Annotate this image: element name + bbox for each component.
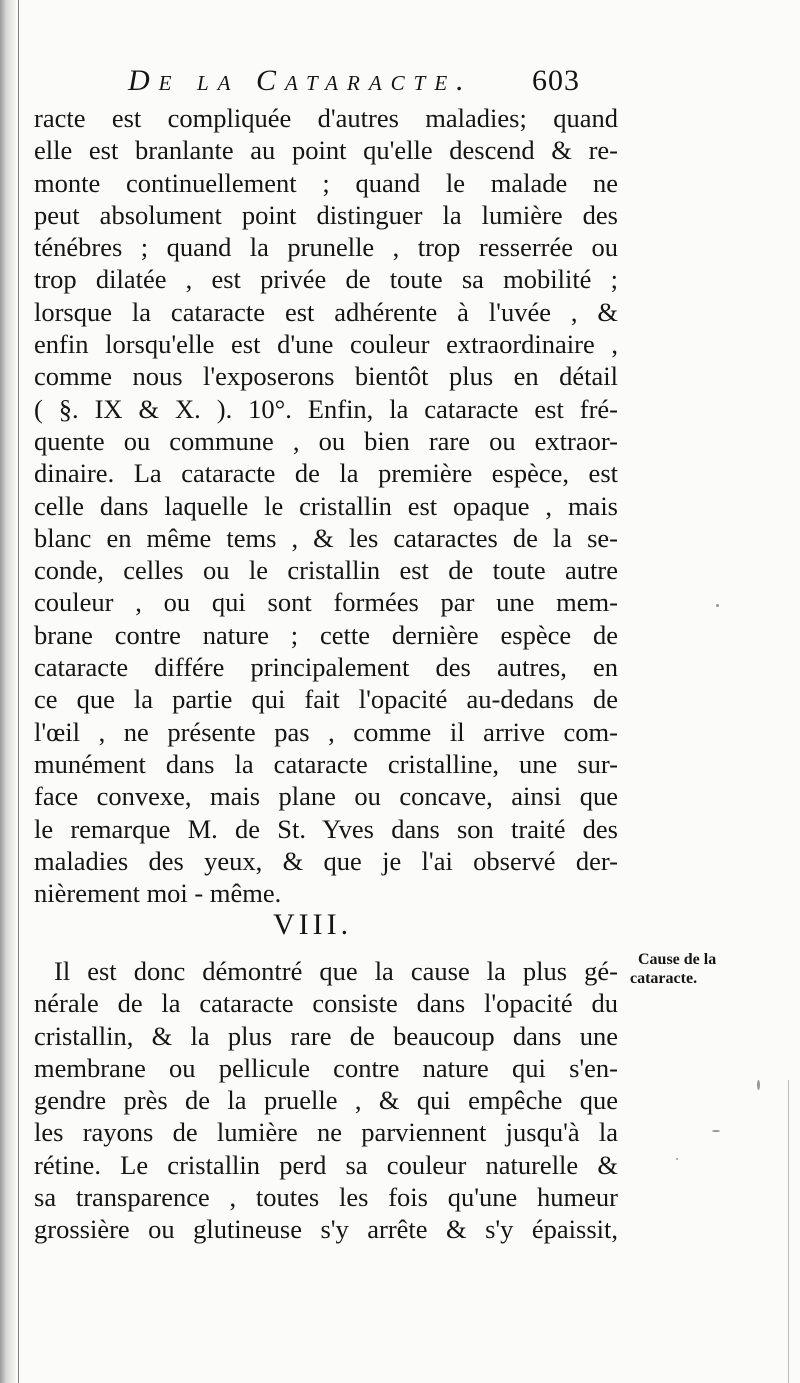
- text-line: rétine. Le cristallin perd sa couleur naturelle &: [34, 1149, 618, 1180]
- text-line: munément dans la cataracte cristalline, une sur-: [34, 748, 618, 779]
- text-line: Il est donc démontré que la cause la plus gé-: [54, 956, 618, 986]
- text-line: gendre près de la pruelle , & qui empêche que: [34, 1085, 618, 1116]
- text-line: conde, celles ou le cristallin est de toute autre: [34, 555, 618, 586]
- text-line: ténébres ; quand la prunelle , trop resserrée ou: [34, 232, 618, 263]
- text-line: membrane ou pellicule contre nature qui s'en-: [34, 1052, 618, 1083]
- text-line: brane contre nature ; cette dernière espèce de: [34, 619, 618, 650]
- text-line: l'œil , ne présente pas , comme il arrive com-: [34, 716, 618, 747]
- page-edge-line: [18, 0, 19, 1383]
- text-line: dinaire. La cataracte de la première espèce, est: [34, 458, 618, 489]
- text-line: monte continuellement ; quand le malade ne: [34, 167, 618, 198]
- page-header: [0, 60, 800, 100]
- page-number: 603: [532, 64, 580, 97]
- ink-speck: [757, 1080, 760, 1090]
- text-line: ( §. IX & X. ). 10°. Enfin, la cataracte est fré-: [34, 393, 618, 424]
- text-line: cataracte différe principalement des autres, en: [34, 652, 618, 683]
- text-line: nièrement moi - même.: [34, 878, 282, 909]
- text-line: sa transparence , toutes les fois qu'une humeur: [34, 1182, 618, 1213]
- ink-speck: [676, 1158, 678, 1160]
- text-line: celle dans laquelle le cristallin est opaque , mais: [34, 490, 618, 521]
- page-gutter-shadow: [0, 0, 16, 1383]
- text-line: comme nous l'exposerons bientôt plus en détail: [34, 361, 618, 392]
- margin-note-line: cataracte.: [630, 970, 698, 987]
- ink-speck: [712, 1130, 720, 1132]
- section-heading: VIII.: [273, 908, 353, 941]
- text-line: elle est branlante au point qu'elle descend & re-: [34, 135, 618, 166]
- paragraph-1: [34, 102, 618, 909]
- text-line: cristallin, & la plus rare de beaucoup dans une: [34, 1020, 618, 1051]
- paragraph-2: [34, 955, 618, 1246]
- text-line: maladies des yeux, & que je l'ai observé der-: [34, 845, 618, 876]
- margin-note-line: Cause de la: [638, 951, 717, 968]
- text-line: trop dilatée , est privée de toute sa mobilité ;: [34, 264, 618, 295]
- text-line: peut absolument point distinguer la lumière des: [34, 199, 618, 230]
- text-line: lorsque la cataracte est adhérente à l'uvée , &: [34, 296, 618, 327]
- margin-note: [630, 950, 760, 988]
- text-line: enfin lorsqu'elle est d'une couleur extraordinaire ,: [34, 329, 618, 360]
- ink-speck: [716, 604, 719, 607]
- text-line: couleur , ou qui sont formées par une mem-: [34, 587, 618, 618]
- text-line: le remarque M. de St. Yves dans son traité des: [34, 813, 618, 844]
- text-line: quente ou commune , ou bien rare ou extraor-: [34, 425, 618, 456]
- text-line: les rayons de lumière ne parviennent jusqu'à la: [34, 1117, 618, 1148]
- text-line: racte est compliquée d'autres maladies; quand: [34, 103, 618, 133]
- text-line: ce que la partie qui fait l'opacité au-dedans de: [34, 684, 618, 715]
- text-line: face convexe, mais plane ou concave, ainsi que: [34, 781, 618, 812]
- page-edge-line-right: [788, 1080, 789, 1383]
- text-line: nérale de la cataracte consiste dans l'opacité du: [34, 988, 618, 1019]
- text-line: blanc en même tems , & les cataractes de la se-: [34, 522, 618, 553]
- text-line: grossière ou glutineuse s'y arrête & s'y épaissit,: [34, 1214, 618, 1245]
- running-title: De la Cataracte.: [128, 64, 473, 97]
